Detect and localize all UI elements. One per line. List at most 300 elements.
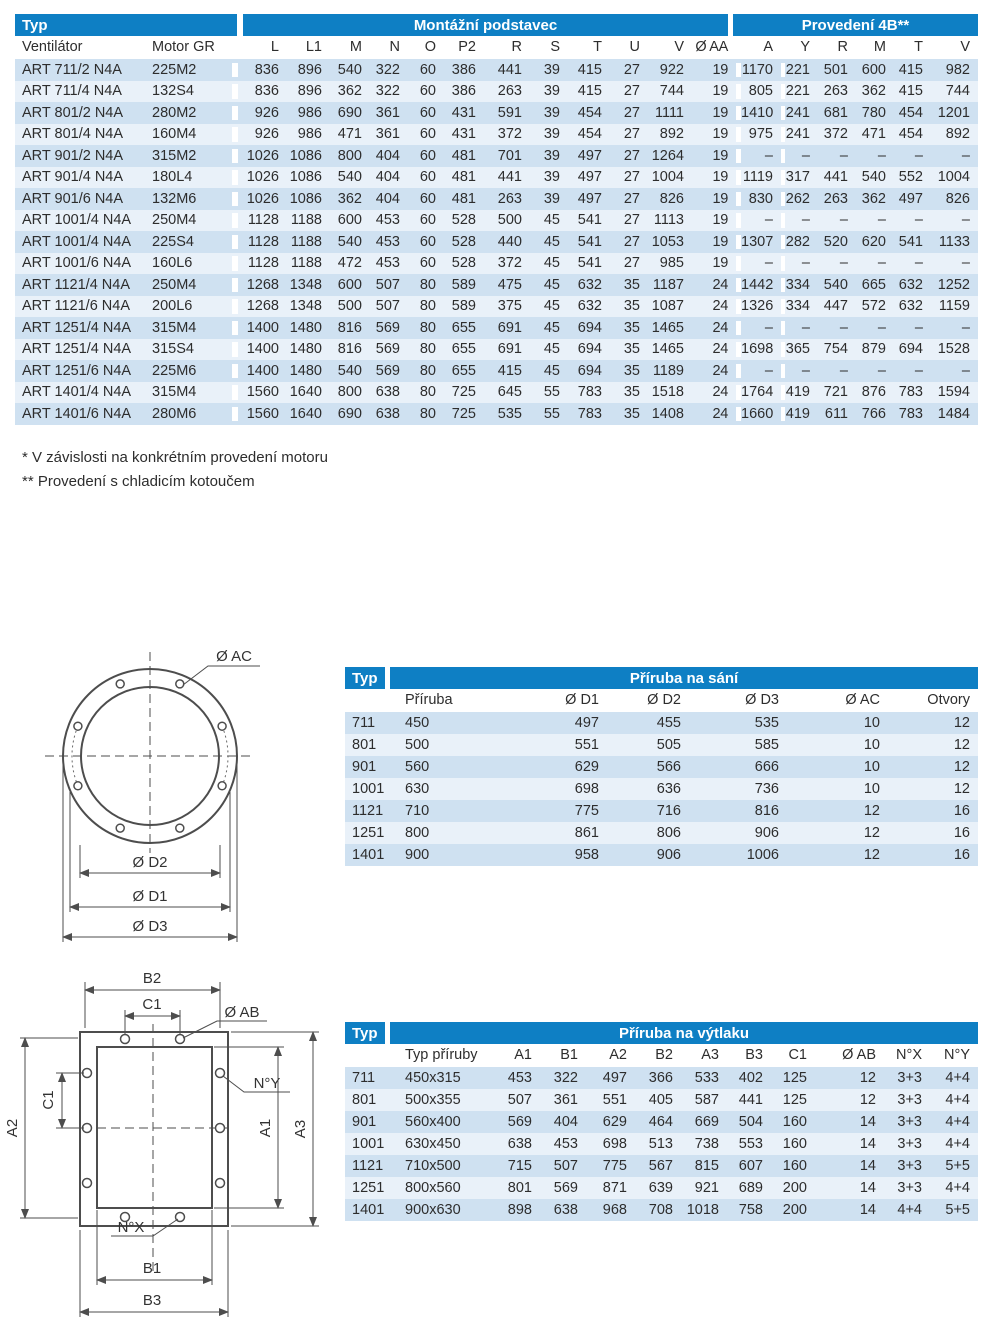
cell: – — [839, 363, 848, 378]
cell: 1121 — [352, 803, 384, 819]
cell: Ø AB — [842, 1048, 876, 1063]
cell: 535 — [754, 715, 779, 731]
cell: 200 — [782, 1202, 807, 1218]
table-row — [345, 1133, 978, 1155]
section-header-bar — [345, 1022, 978, 1044]
cell: 19 — [712, 127, 728, 142]
cell: 507 — [375, 277, 400, 292]
cell: 1480 — [289, 342, 322, 357]
cell: O — [424, 40, 436, 55]
cell: 551 — [602, 1092, 627, 1108]
cell: 4+4 — [945, 1180, 970, 1196]
cell: 1111 — [654, 105, 684, 120]
cell: ART 1401/6 N4A — [22, 406, 132, 421]
table-row — [15, 102, 978, 124]
cell: 497 — [577, 170, 602, 185]
cell: 3+3 — [897, 1114, 922, 1130]
cell: 12 — [859, 1092, 876, 1108]
table-row — [345, 1199, 978, 1221]
cell: 16 — [953, 847, 970, 863]
cell: 160L6 — [152, 256, 193, 271]
cell: 14 — [859, 1202, 876, 1218]
cell: 12 — [953, 715, 970, 731]
cell: 14 — [859, 1136, 876, 1152]
cell: A1 — [514, 1048, 532, 1063]
cell: 35 — [623, 342, 640, 357]
dimension-label-b1: B1 — [142, 1260, 162, 1277]
cell: – — [961, 148, 970, 163]
cell: Ø D1 — [565, 693, 599, 708]
cell: 4+4 — [945, 1070, 970, 1086]
cell: 5+5 — [945, 1202, 970, 1218]
cell: 362 — [861, 84, 886, 99]
cell: 14 — [859, 1114, 876, 1130]
cell: 507 — [375, 299, 400, 314]
bolt-hole — [176, 680, 184, 688]
cell: 1465 — [651, 342, 684, 357]
bolt-hole — [216, 1179, 225, 1188]
column-header-row — [345, 689, 978, 712]
cell: – — [839, 320, 848, 335]
table-row — [15, 167, 978, 189]
cell: 280M2 — [152, 105, 197, 120]
cell: ART 1121/4 N4A — [22, 277, 131, 292]
cell: Ventilátor — [22, 40, 83, 55]
cell: A — [736, 40, 781, 55]
cell: 926 — [232, 127, 287, 142]
cell: 694 — [898, 342, 923, 357]
dimension-label-a3: A3 — [292, 1119, 309, 1139]
cell: 801 — [507, 1180, 532, 1196]
cell: – — [914, 256, 923, 271]
cell: 419 — [781, 407, 818, 422]
cell: 415 — [497, 363, 522, 378]
table-body — [345, 712, 978, 866]
mounting-base-table — [15, 14, 978, 425]
cell: – — [914, 320, 923, 335]
cell: ART 901/6 N4A — [22, 191, 124, 206]
cell: 805 — [736, 84, 781, 99]
cell: 60 — [419, 234, 436, 249]
cell: 497 — [574, 715, 599, 731]
cell: 958 — [574, 847, 599, 863]
cell: 1086 — [289, 170, 322, 185]
cell: – — [781, 213, 818, 228]
cell: 1252 — [937, 277, 970, 292]
cell: 27 — [623, 191, 640, 206]
cell: 200L6 — [152, 299, 193, 314]
cell: 716 — [656, 803, 681, 819]
cell: 655 — [451, 342, 476, 357]
cell: 611 — [824, 406, 848, 421]
cell: Ø AC — [845, 693, 880, 708]
table-row — [15, 403, 978, 425]
cell: Y — [781, 40, 818, 55]
cell: 14 — [859, 1158, 876, 1174]
table-row — [15, 296, 978, 318]
cell: 4+4 — [945, 1092, 970, 1108]
discharge-flange-drawing — [0, 958, 340, 1340]
section-header-typ: Typ — [15, 14, 237, 36]
cell: 45 — [543, 342, 560, 357]
dimension-label-d3: Ø D3 — [132, 918, 168, 935]
cell: 535 — [497, 406, 522, 421]
cell: 39 — [543, 62, 560, 77]
suction-flange-table — [345, 667, 978, 866]
cell: ART 1251/4 N4A — [22, 342, 132, 357]
cell: 27 — [623, 148, 640, 163]
cell: 45 — [543, 234, 560, 249]
cell: 27 — [623, 213, 640, 228]
cell: 362 — [337, 191, 362, 206]
dimension-label-ny: N°Y — [253, 1075, 281, 1092]
cell: 721 — [823, 385, 848, 400]
cell: 533 — [694, 1070, 719, 1086]
cell: 441 — [497, 62, 522, 77]
cell: – — [736, 256, 781, 271]
cell: 836 — [232, 84, 287, 99]
cell: 80 — [419, 342, 436, 357]
cell: Ø AA — [695, 40, 728, 55]
cell: 1764 — [736, 385, 781, 400]
cell: 900x630 — [405, 1202, 461, 1218]
cell: 415 — [898, 84, 923, 99]
cell: 60 — [419, 127, 436, 142]
cell: 560x400 — [405, 1114, 461, 1130]
cell: 481 — [451, 170, 476, 185]
cell: – — [914, 148, 923, 163]
cell: 800 — [337, 385, 362, 400]
cell: 263 — [823, 191, 848, 206]
cell: 250M4 — [152, 277, 197, 292]
table-row — [345, 1177, 978, 1199]
cell: 19 — [712, 170, 728, 185]
cell: 800 — [337, 148, 362, 163]
cell: – — [839, 256, 848, 271]
cell: 39 — [543, 84, 560, 99]
cell: 744 — [659, 84, 684, 99]
bolt-hole — [83, 1179, 92, 1188]
cell: 24 — [712, 363, 728, 378]
cell: 1326 — [736, 299, 781, 314]
cell: 638 — [375, 385, 400, 400]
cell: 836 — [232, 63, 287, 78]
cell: N°X — [896, 1048, 922, 1063]
cell: 589 — [451, 299, 476, 314]
cell: 655 — [451, 363, 476, 378]
cell: 361 — [553, 1092, 578, 1108]
cell: 901 — [352, 1114, 377, 1130]
dimension-label-ab: Ø AB — [224, 1004, 260, 1021]
cell: 454 — [577, 127, 602, 142]
cell: 922 — [659, 62, 684, 77]
table-row — [15, 382, 978, 404]
table-row — [345, 778, 978, 800]
footnotes — [22, 446, 328, 494]
cell: 39 — [543, 191, 560, 206]
cell: 362 — [337, 84, 362, 99]
cell: 986 — [297, 105, 322, 120]
cell: 694 — [577, 363, 602, 378]
cell: 450 — [405, 715, 430, 731]
cell: 871 — [602, 1180, 627, 1196]
cell: 600 — [337, 277, 362, 292]
cell: 638 — [507, 1136, 532, 1152]
bolt-hole — [74, 722, 82, 730]
cell: 415 — [898, 62, 923, 77]
cell: 736 — [754, 781, 779, 797]
cell: 1251 — [352, 1180, 385, 1196]
cell: 334 — [781, 278, 818, 293]
cell: 12 — [859, 1070, 876, 1086]
cell: 754 — [823, 342, 848, 357]
cell: 24 — [712, 385, 728, 400]
cell: 783 — [898, 406, 923, 421]
section-header-typ: Typ — [345, 667, 385, 689]
cell: 431 — [451, 105, 476, 120]
cell: A2 — [609, 1048, 627, 1063]
cell: 35 — [623, 385, 640, 400]
cell: P2 — [458, 40, 476, 55]
table-row — [15, 124, 978, 146]
cell: 552 — [898, 170, 923, 185]
cell: 19 — [712, 105, 728, 120]
cell: – — [877, 363, 886, 378]
cell: 775 — [574, 803, 599, 819]
cell: 481 — [451, 148, 476, 163]
cell: 629 — [602, 1114, 627, 1130]
cell: 1348 — [289, 277, 322, 292]
cell: 896 — [297, 62, 322, 77]
cell: 315S4 — [152, 342, 194, 357]
cell: R — [837, 40, 848, 55]
cell: 241 — [781, 106, 818, 121]
cell: 60 — [419, 84, 436, 99]
cell: 572 — [861, 299, 886, 314]
cell: 1188 — [290, 234, 322, 249]
cell: 10 — [863, 737, 880, 753]
cell: ART 1401/4 N4A — [22, 385, 132, 400]
cell: 4+4 — [945, 1136, 970, 1152]
cell: M — [873, 40, 886, 55]
section-header-version-4b: Provedení 4B** — [733, 14, 978, 36]
cell: 1408 — [651, 406, 684, 421]
cell: 440 — [497, 234, 522, 249]
cell: ART 1001/4 N4A — [22, 234, 132, 249]
cell: 361 — [375, 105, 400, 120]
dimension-label-a1: A1 — [257, 1118, 274, 1138]
cell: 896 — [297, 84, 322, 99]
cell: 160M4 — [152, 127, 197, 142]
cell: 3+3 — [897, 1180, 922, 1196]
cell: 1560 — [232, 385, 287, 400]
cell: – — [961, 363, 970, 378]
cell: Otvory — [927, 693, 970, 708]
cell: 585 — [754, 737, 779, 753]
cell: 454 — [898, 127, 923, 142]
cell: 453 — [375, 256, 400, 271]
table-row — [345, 844, 978, 866]
cell: – — [736, 364, 781, 379]
cell: 541 — [898, 234, 923, 249]
cell: 415 — [577, 62, 602, 77]
table-row — [345, 1067, 978, 1089]
cell: 665 — [861, 277, 886, 292]
cell: 263 — [497, 84, 522, 99]
cell: 80 — [419, 406, 436, 421]
cell: N — [389, 40, 400, 55]
table-row — [345, 756, 978, 778]
cell: 263 — [497, 191, 522, 206]
cell: 80 — [419, 277, 436, 292]
cell: 1560 — [232, 407, 287, 422]
cell: T — [593, 40, 602, 55]
cell: 1264 — [651, 148, 684, 163]
cell: 35 — [623, 406, 640, 421]
cell: ART 801/2 N4A — [22, 105, 124, 120]
cell: – — [961, 213, 970, 228]
leader-line-ab — [183, 1021, 267, 1038]
cell: 629 — [574, 759, 599, 775]
cell: – — [961, 256, 970, 271]
section-header-bar — [345, 667, 978, 689]
cell: 710 — [405, 803, 430, 819]
cell: 27 — [623, 127, 640, 142]
cell: 366 — [648, 1070, 673, 1086]
cell: 402 — [738, 1070, 763, 1086]
cell: 27 — [623, 256, 640, 271]
cell: 861 — [574, 825, 599, 841]
dimension-label-nx: N°X — [117, 1219, 145, 1236]
cell: 540 — [337, 234, 362, 249]
cell: 816 — [337, 320, 362, 335]
cell: 1121 — [352, 1158, 384, 1174]
cell: 125 — [782, 1092, 807, 1108]
cell: 540 — [337, 62, 362, 77]
cell: 775 — [602, 1158, 627, 1174]
cell: 16 — [953, 825, 970, 841]
cell: B1 — [560, 1048, 578, 1063]
cell: Typ příruby — [405, 1048, 478, 1063]
cell: 826 — [945, 191, 970, 206]
cell: 715 — [507, 1158, 532, 1174]
cell: 1348 — [289, 299, 322, 314]
table-body — [15, 59, 978, 425]
table-row — [15, 210, 978, 232]
cell: 1698 — [736, 342, 781, 357]
cell: 766 — [861, 406, 886, 421]
table-row — [345, 1089, 978, 1111]
flange-outer-rect — [80, 1032, 228, 1226]
cell: ART 1251/4 N4A — [22, 320, 132, 335]
cell: 1133 — [938, 234, 970, 249]
cell: 55 — [543, 385, 560, 400]
cell: 4+4 — [897, 1202, 922, 1218]
cell: 35 — [623, 299, 640, 314]
cell: 45 — [543, 363, 560, 378]
cell: 632 — [577, 277, 602, 292]
cell: 24 — [712, 277, 728, 292]
cell: 708 — [648, 1202, 673, 1218]
cell: 60 — [419, 62, 436, 77]
cell: ART 711/2 N4A — [22, 62, 122, 77]
cell: C1 — [788, 1048, 807, 1063]
cell: 500 — [337, 299, 362, 314]
bolt-hole — [74, 782, 82, 790]
cell: 1053 — [651, 234, 684, 249]
cell: V — [674, 40, 684, 55]
cell: 681 — [823, 105, 848, 120]
cell: 27 — [623, 84, 640, 99]
table-row — [15, 317, 978, 339]
cell: 600 — [337, 213, 362, 228]
cell: 19 — [712, 84, 728, 99]
cell: – — [839, 148, 848, 163]
cell: 632 — [898, 299, 923, 314]
cell: 725 — [451, 406, 476, 421]
cell: 504 — [738, 1114, 763, 1130]
column-header-row — [345, 1044, 978, 1067]
cell: 666 — [754, 759, 779, 775]
cell: 404 — [375, 191, 400, 206]
cell: 892 — [659, 127, 684, 142]
cell: L1 — [305, 40, 322, 55]
cell: 60 — [419, 105, 436, 120]
cell: 669 — [694, 1114, 719, 1130]
cell: 24 — [712, 320, 728, 335]
cell: 638 — [553, 1202, 578, 1218]
cell: 3+3 — [897, 1158, 922, 1174]
cell: 1401 — [352, 847, 385, 863]
cell: 1170 — [736, 63, 781, 78]
cell: 1465 — [651, 320, 684, 335]
column-header-row — [15, 36, 978, 59]
cell: 180L4 — [152, 170, 193, 185]
cell: 520 — [823, 234, 848, 249]
cell: 14 — [859, 1180, 876, 1196]
cell: – — [877, 148, 886, 163]
dimension-label-d2: Ø D2 — [132, 854, 168, 871]
cell: 1086 — [289, 148, 322, 163]
cell: 1128 — [232, 213, 287, 228]
cell: 801 — [352, 737, 377, 753]
cell: 361 — [375, 127, 400, 142]
cell: 620 — [861, 234, 886, 249]
cell: 500x355 — [405, 1092, 461, 1108]
cell: 27 — [623, 234, 640, 249]
cell: 19 — [712, 62, 728, 77]
cell: 655 — [451, 320, 476, 335]
cell: 758 — [738, 1202, 763, 1218]
cell: 1518 — [651, 385, 684, 400]
dimension-label-b3: B3 — [142, 1292, 162, 1309]
cell: 569 — [375, 320, 400, 335]
cell: 551 — [574, 737, 599, 753]
cell: 541 — [577, 234, 602, 249]
cell: 507 — [507, 1092, 532, 1108]
cell: 1113 — [653, 213, 684, 228]
cell: 1410 — [736, 106, 781, 121]
cell: 80 — [419, 320, 436, 335]
table-row — [345, 1155, 978, 1177]
cell: 528 — [451, 213, 476, 228]
cell: 19 — [712, 148, 728, 163]
cell: 638 — [375, 406, 400, 421]
cell: – — [781, 149, 818, 164]
cell: – — [736, 213, 781, 228]
cell: – — [914, 213, 923, 228]
cell: 589 — [451, 277, 476, 292]
